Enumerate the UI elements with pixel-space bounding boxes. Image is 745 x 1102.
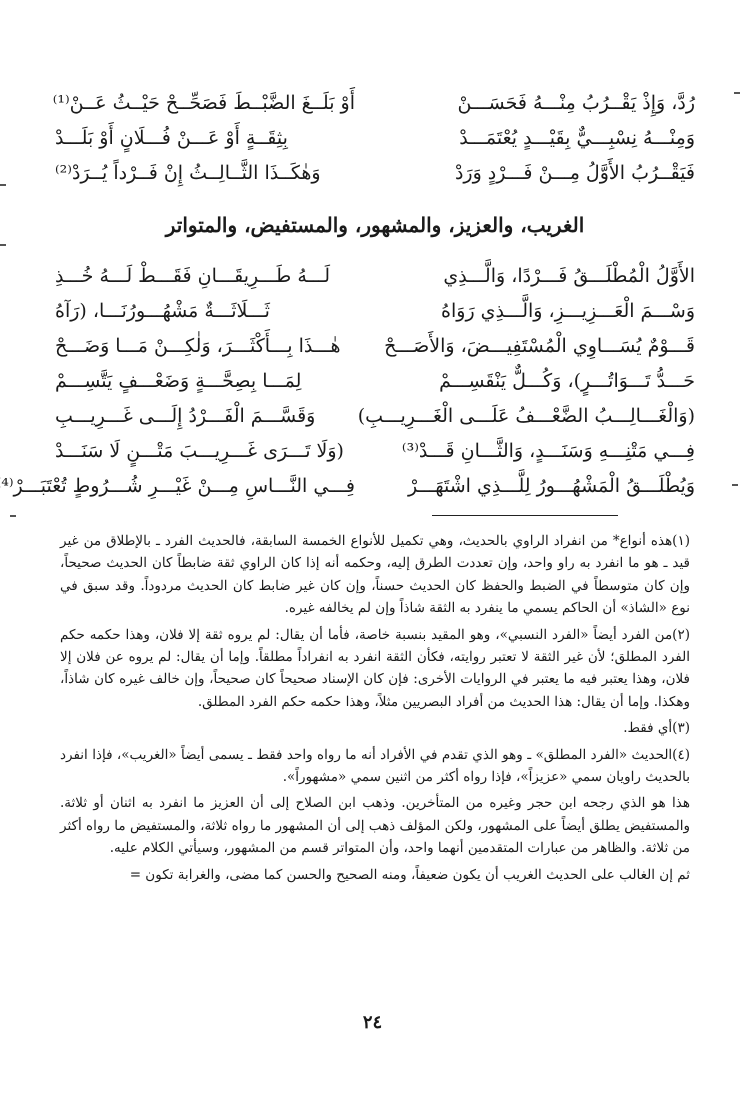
footnote-divider	[432, 515, 618, 516]
footnote: (٢)من الفرد أيضاً «الفرد النسبي»، وهو المقيد بنسبة خاصة، فأما أن يقال: لم يروه ثقة إلا فلان، وهذا حكمه حكم الفرد المطلق؛ لأن غير الثقة لا تعتبر روايته، فكأن الثقة انفرد به انفراداً مطلقاً. وإما أن يقال: لم يروه عن فلان إلا فلان، وهذا يعتبر فيه ما يعتبر في الروايات الأخرى: فإن كان الإسناد صحيحاً كان صحيحاً، وإن خالف غيره كان شاذاً، وهكذا. وإما أن يقال: هذا الحديث من أفراد البصريين مثلاً، وهذا حكمه حكم الفرد المطلق.	[60, 626, 690, 710]
verse-line	[55, 120, 695, 155]
verse-second-hemistich: فِـــي النَّـــاسِ مِـــنْ غَيْـــرِ شُـــرُوطٍ تُعْتَبَـــرْ⁽⁴	[1, 474, 355, 497]
verse-first-hemistich: رُدَّ، وَإِذْ يَقْــرُبُ مِنْـــهُ فَحَسَـــنْ	[457, 91, 695, 114]
scan-mark	[10, 515, 16, 517]
verse-first-hemistich: حَـــدُّ تَـــوَاتُـــرٍ)، وَكُـــلٌّ يَنْقَسِـــمْ	[439, 369, 695, 392]
verse-second-hemistich: وَقَسَّـــمَ الْفَـــرْدُ إِلَـــى غَـــرِيـــبِ	[55, 404, 316, 427]
footnote-paragraph: ثم إن الغالب على الحديث الغريب أن يكون ضعيفاً، ومنه الصحيح والحسن كما مضى، والغرابة تكون =	[129, 866, 690, 883]
verse-first-hemistich: فَيَقْــرُبُ الأَوَّلُ مِـــنْ فَـــرْدٍ وَرَدْ	[454, 161, 695, 184]
verse-second-hemistich: وَهٰكَــذَا الثَّــالِــثُ إِنْ فَــرْداً يُــرَدْ⁽²⁾	[55, 161, 321, 184]
verse-second-hemistich: ثَـــلَاثَـــةٌ مَشْهُـــورُنَـــا، (رَآهُ	[55, 299, 270, 322]
footnote: (٤)الحديث «الفرد المطلق» ـ وهو الذي تقدم في الأفراد أنه ما رواه واحد فقط ـ يسمى أيضاً «الغريب»، فإذا انفرد بالحديث راويان سمي «عزيزاً»، فإذا رواه أكثر من اثنين سمي «مشهوراً».	[60, 746, 690, 786]
verse-second-hemistich: (وَلَا تَـــرَى غَـــرِيـــبَ مَتْـــنٍ لَا سَنَـــدْ	[55, 439, 344, 462]
verse-first-hemistich: وَيُطْلَـــقُ الْمَشْهُـــورُ لِلَّـــذِي اشْتَهَـــرْ	[408, 474, 695, 497]
verse-first-hemistich: وَسْـــمَ الْعَـــزِيـــزِ، وَالَّـــذِي رَوَاهُ	[441, 299, 695, 322]
scan-mark	[0, 244, 6, 246]
verse-line	[55, 398, 695, 433]
verse-second-hemistich: لِمَـــا بِصِحَّـــةٍ وَضَعْـــفٍ يَتَّسِـــمْ	[55, 369, 302, 392]
main-verses	[1, 258, 695, 503]
verse-line	[55, 293, 695, 328]
footnotes	[60, 530, 690, 890]
top-verses	[52, 85, 695, 190]
verse-first-hemistich: الأَوَّلُ الْمُطْلَـــقُ فَـــرْدًا، وَالَّـــذِي	[443, 264, 695, 287]
footnote: (١)هذه أنواع* من انفراد الراوي بالحديث، وهي تكميل للأنواع الخمسة السابقة، فالحديث الفرد ـ بالإطلاق من غير قيد ـ هو ما انفرد به راو واحد، وإن تعددت الطرق إليه، وحكمه أنه إذا كان الراوي ثقة ضابطاً كان الحديث صحيحاً، وإن كان متوسطاً في الضبط والحفظ كان الحديث حسناً، وإن كان غير ضابط كان الحديث مردوداً. وقد سبق في نوع «الشاذ» أن الحاكم يسمي ما ينفرد به الثقة شاذاً وإن لم يخالفه غيره.	[60, 533, 690, 617]
verse-first-hemistich: وَمِنْـــهُ نِسْبِـــيٌّ بِقَيْـــدٍ يُعْتَمَـــدْ	[459, 126, 695, 149]
scan-mark	[732, 484, 738, 486]
scan-mark	[0, 184, 6, 186]
verse-first-hemistich: قَـــوْمٌ يُسَـــاوِي الْمُسْتَفِيـــضَ، وَالأَصَـــحْ	[384, 334, 695, 357]
verse-first-hemistich: فِـــي مَتْنِـــهِ وَسَنَـــدٍ، وَالثَّـــانِ قَـــدْ⁽³⁾	[401, 439, 695, 462]
verse-first-hemistich: (وَالْغَـــالِـــبُ الضَّعْـــفُ عَلَـــى الْغَـــرِيـــبِ)	[357, 404, 695, 427]
verse-line	[55, 328, 695, 363]
verse-second-hemistich: بِثِقَــةٍ أَوْ عَـــنْ فُـــلَانٍ أَوْ بَلَـــدْ	[55, 126, 288, 149]
verse-line	[55, 433, 695, 468]
verse-second-hemistich: لَـــهُ طَـــرِيقَـــانِ فَقَـــطْ لَـــهُ خُـــذِ	[55, 264, 330, 287]
verse-second-hemistich: أَوْ بَلَــغَ الضَّبْــطَ فَصَحِّــحْ حَيْــثُ عَــنْ⁽¹⁾	[52, 91, 355, 114]
verse-line	[52, 85, 695, 120]
verse-line	[55, 363, 695, 398]
verse-line	[55, 258, 695, 293]
footnote-paragraph: هذا هو الذي رجحه ابن حجر وغيره من المتأخرين. وذهب ابن الصلاح إلى أن العزيز ما انفرد به اثنان أو ثلاثة. والمستفيض يطلق أيضاً على المشهور، ولكن المؤلف ذهب إلى أن المشهور ما رواه ثلاثة، والمستفيض ما رواه أكثر من ثلاثة. والظاهر من عبارات المتقدمين أنهما واحد، وأن المتواتر قسم من المشهور، وسيأتي الكلام عليه.	[60, 795, 690, 857]
verse-line	[55, 155, 695, 190]
scan-mark	[734, 92, 740, 94]
footnote: (٣)أي فقط.	[623, 720, 690, 737]
section-heading: الغريب، والعزيز، والمشهور، والمستفيض، والمتواتر	[165, 213, 585, 237]
page-number: ٢٤	[362, 1012, 383, 1033]
verse-line	[1, 468, 695, 503]
verse-second-hemistich: هٰـــذَا بِـــأَكْثَـــرَ، وَلٰكِـــنْ مَـــا وَضَـــحْ	[55, 334, 341, 357]
